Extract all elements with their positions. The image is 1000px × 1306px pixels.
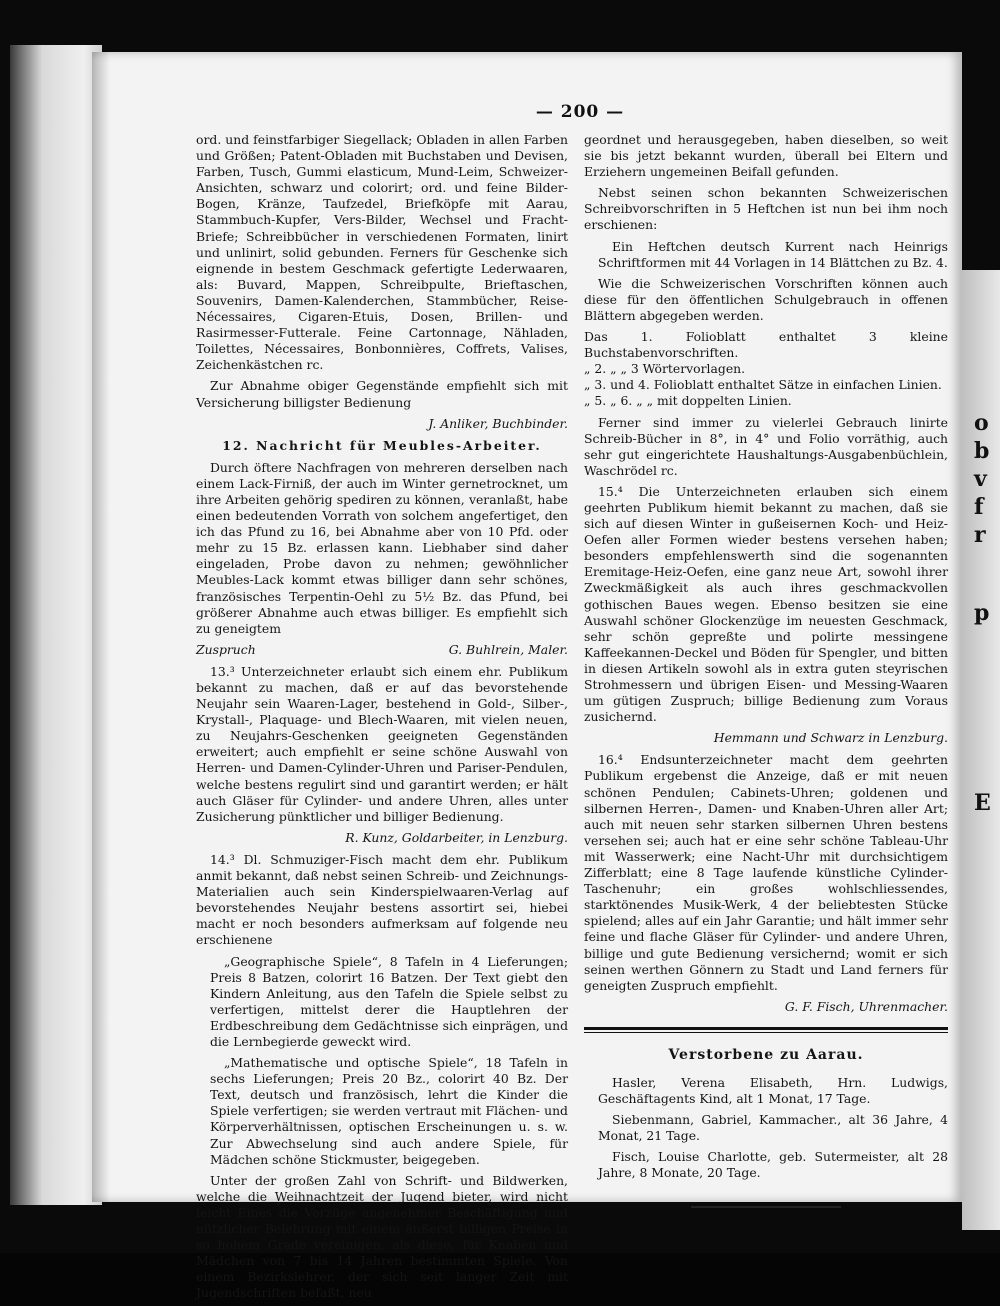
death-entry: Fisch, Louise Charlotte, geb. Sutermeister, alt 28 Jahre, 8 Monate, 20 Tage. <box>598 1149 948 1181</box>
paragraph: Durch öftere Nachfragen von mehreren derselben nach einem Lack-Firniß, der auch im Winter gernetrocknet, um ihre Arbeiten gehörig spediren zu können, veranlaßt, habe einen bedeutenden Vorrath von solchem angefertiget, den ich das Pfund zu 16, bei Abnahme aber von 10 Pfd. oder mehr zu 15 Bz. erlassen kann. Liebhaber sind daher eingeladen, Probe davon zu nehmen; gewöhnlicher Meubles-Lack kommt etwas billiger dann sehr schönes, französisches Terpentin-Oehl zu 5½ Bz. das Pfund, bei größerer Abnahme auch etwas billiger. Es empfiehlt sich zu geneigtem <box>196 459 568 636</box>
edge-fragment: p <box>974 600 990 626</box>
list-item: „ 2. „ „ 3 Wörtervorlagen. <box>584 361 746 377</box>
paragraph: Zur Abnahme obiger Gegenstände empfiehlt sich mit Versicherung billigster Bedienung <box>196 378 568 410</box>
death-entry: Hasler, Verena Elisabeth, Hrn. Ludwigs, Geschäftagents Kind, alt 1 Monat, 17 Tage. <box>598 1074 948 1107</box>
section-heading: 12. Nachricht für Meubles-Arbeiter. <box>222 437 542 453</box>
signature: J. Anliker, Buchbinder. <box>428 415 568 431</box>
page-gutter-shadow <box>92 52 110 1202</box>
signature: R. Kunz, Goldarbeiter, in Lenzburg. <box>345 829 568 845</box>
next-page-edge <box>962 270 1000 1230</box>
paragraph: Wie die Schweizerischen Vorschriften können auch diese für den öffentlichen Schulgebrauch in offenen Blättern abgegeben werden. <box>584 275 948 323</box>
deaths-heading: Verstorbene zu Aarau. <box>668 1046 864 1063</box>
edge-fragment: o <box>974 410 989 436</box>
folio-list <box>584 329 948 409</box>
end-rule <box>691 1206 841 1208</box>
paragraph: ord. und feinstfarbiger Siegellack; Obladen in allen Farben und Größen; Patent-Obladen mit Buchstaben und Devisen, Farben, Tusch, Gummi elasticum, Mund-Leim, Schweizer-Ansichten, schwarz und colorirt; ord. und feine Bilder-Bogen, Kränze, Taufzedel, Briefköpfe mit Aarau, Stammbuch-Kupfer, Vers-Bilder, Wechsel und Fracht-Briefe; Schreibbücher in verschiedenen Formaten, linirt und unlinirt, solid gebunden. Ferners für Geschenke sich eignende in bestem Geschmack gefertigte Lederwaaren, als: Buvard, Mappen, Schreibpulte, Brieftaschen, Souvenirs, Damen-Kalenderchen, Stammbücher, Reise-Nécessaires, Cigaren-Etuis, Dosen, Brillen- und Rasirmesser-Futterale. Feine Cartonnage, Nähladen, Toilettes, Nécessaires, Bonbonnières, Coffrets, Valises, Zeichenkästchen rc. <box>196 132 568 373</box>
paragraph: Ein Heftchen deutsch Kurrent nach Heinrigs Schriftformen mit 44 Vorlagen in 14 Blättchen zu Bz. 4. <box>598 238 948 270</box>
death-entry: Siebenmann, Gabriel, Kammacher., alt 36 Jahre, 4 Monat, 21 Tage. <box>598 1112 948 1144</box>
paragraph: 15.⁴ Die Unterzeichneten erlauben sich einem geehrten Publikum hiemit bekannt zu machen, daß sie sich auf diesen Winter in gußeisernen Koch- und Heiz-Oefen aller Formen wieder bestens versehen haben; besonders empfehlenswerth sind die sogenannten Eremitage-Heiz-Oefen, eine ganz neue Art, sowohl ihrer Zweckmäßigkeit als auch ihres geschmackvollen gothischen Baues wegen. Ebenso besitzen sie eine Auswahl schöner Glockenzüge im neuesten Geschmack, sehr schön gepreßte und polirte messingene Kaffeekannen-Deckel und Böden für Spengler, und bitten in diesen Artikeln sowohl als in extra guten steyrischen Strohmessern und übrigen Eisen- und Messing-Waaren um gütigen Zuspruch; billige Bedienung zum Voraus zusichernd. <box>584 483 948 725</box>
edge-fragment: r <box>974 522 986 548</box>
paragraph: 16.⁴ Endsunterzeichneter macht dem geehrten Publikum ergebenst die Anzeige, daß er mit neuen schönen Pendulen; Cabinets-Uhren; goldenen und silbernen Herren-, Damen- und Knaben-Uhren aller Art; auch mit neuen sehr starken silbernen Uhren bestens versehen sei; auch hat er eine sehr schöne Tableau-Uhr mit Wasserwerk; eine Nacht-Uhr mit durchsichtigem Zifferblatt; eine 8 Tage laufende künstliche Cylinder-Taschenuhr; ein großes wohlschliessendes, starktönendes Musik-Werk, 4 der beliebtesten Stücke spielend; alles auf ein Jahr Garantie; und hält immer sehr feine und flache Gläser für Cylinder- und andere Uhren, billige und gute Bedienung versichernd; womit er sich seinen werthen Gönnern zu Stadt und Land ferners für geneigten Zuspruch empfiehlt. <box>584 752 948 993</box>
list-item: „ 3. und 4. Folioblatt enthaltet Sätze in einfachen Linien. <box>584 377 942 393</box>
signature: Hemmann und Schwarz in Lenzburg. <box>713 730 948 746</box>
edge-fragment: b <box>974 438 990 464</box>
list-item: „ 5. „ 6. „ „ mit doppelten Linien. <box>584 393 792 409</box>
edge-fragment: E <box>974 790 991 816</box>
right-column <box>584 132 948 1208</box>
previous-page-edge <box>10 45 102 1205</box>
paragraph: 14.³ Dl. Schmuziger-Fisch macht dem ehr. Publikum anmit bekannt, daß nebst seinen Schreib- und Zeichnungs-Materialien auch sein Kinderspielwaaren-Verlag auf bevorstehendes Neujahr bestens assortirt sei, hiebei macht er noch besonders aufmerksam auf folgende neu erschienene <box>196 851 568 948</box>
signature-prefix: Zuspruch <box>196 641 256 657</box>
paragraph: Nebst seinen schon bekannten Schweizerischen Schreibvorschriften in 5 Heftchen ist nun bei ihm noch erschienen: <box>584 185 948 233</box>
signature-line <box>196 642 568 658</box>
left-column <box>196 132 568 1306</box>
section-divider <box>584 1027 948 1033</box>
page-number: — 200 — <box>535 102 625 122</box>
paragraph: geordnet und herausgegeben, haben dieselben, so weit sie bis jetzt bekannt wurden, überall bei Eltern und Erziehern ungemeinen Beifall gefunden. <box>584 132 948 180</box>
signature: G. Buhlrein, Maler. <box>448 641 568 657</box>
list-item: „Mathematische und optische Spiele“, 18 Tafeln in sechs Lieferungen; Preis 20 Bz., colorirt 40 Bz. Der Text, deutsch und französisch, lehrt die Kinder die Spiele verfertigen; sie werden vertraut mit Flächen- und Körperverhältnissen, optischen Erscheinungen u. s. w. Zur Abwechselung sind auch andere Spiele, für Mädchen schöne Stickmuster, beigegeben. <box>210 1055 568 1167</box>
paragraph: Ferner sind immer zu vielerlei Gebrauch linirte Schreib-Bücher in 8°, in 4° und Folio vorräthig, auch sehr gut eingerichtete Haushaltungs-Ausgabenbüchlein, Waschrödel rc. <box>584 414 948 478</box>
signature: G. F. Fisch, Uhrenmacher. <box>784 998 948 1014</box>
paragraph: 13.³ Unterzeichneter erlaubt sich einem ehr. Publikum bekannt zu machen, daß er auf das bevorstehende Neujahr sein Waaren-Lager, bestehend in Gold-, Silber-, Krystall-, Plaquage- und Blech-Waaren, mit vielen neuen, zu Neujahrs-Geschenken geeigneten Gegenständen erweitert; auch empfiehlt er seine schöne Auswahl von Herren- und Damen-Cylinder-Uhren und Pariser-Pendulen, welche bestens regulirt sind und garantirt werden; er hält auch Gläser für Cylinder- und andere Uhren, alles unter Zusicherung pünktlicher und billiger Bedienung. <box>196 663 568 824</box>
edge-fragment: v <box>974 466 987 492</box>
edge-fragment: f <box>974 494 984 520</box>
list-item: „Geographische Spiele“, 8 Tafeln in 4 Lieferungen; Preis 8 Batzen, colorirt 16 Batzen. Der Text giebt den Kindern Anleitung, aus den Tafeln die Spiele selbst zu verfertigen, mittelst derer die Hauptlehren der Erdbeschreibung dem Gedächtnisse sich einprägen, und die Lernbegierde geweckt wird. <box>210 953 568 1049</box>
paragraph: Unter der großen Zahl von Schrift- und Bildwerken, welche die Weihnachtzeit der Jugend bieter, wird nicht leicht Eines die Vorzüge angenehmer Beschäftigung und nützlicher Belehrung mit einem äußerst billigen Preise in so hohem Grade vereinigen, als diese, für Knaben und Mädchen von 7 bis 14 Jahren bestimmten Spiele. Von einem Bezirkslehrer, der sich seit langer Zeit mit Jugendschriften befaßt, neu <box>196 1172 568 1301</box>
list-item: Das 1. Folioblatt enthaltet 3 kleine Buchstabenvorschriften. <box>584 329 948 361</box>
